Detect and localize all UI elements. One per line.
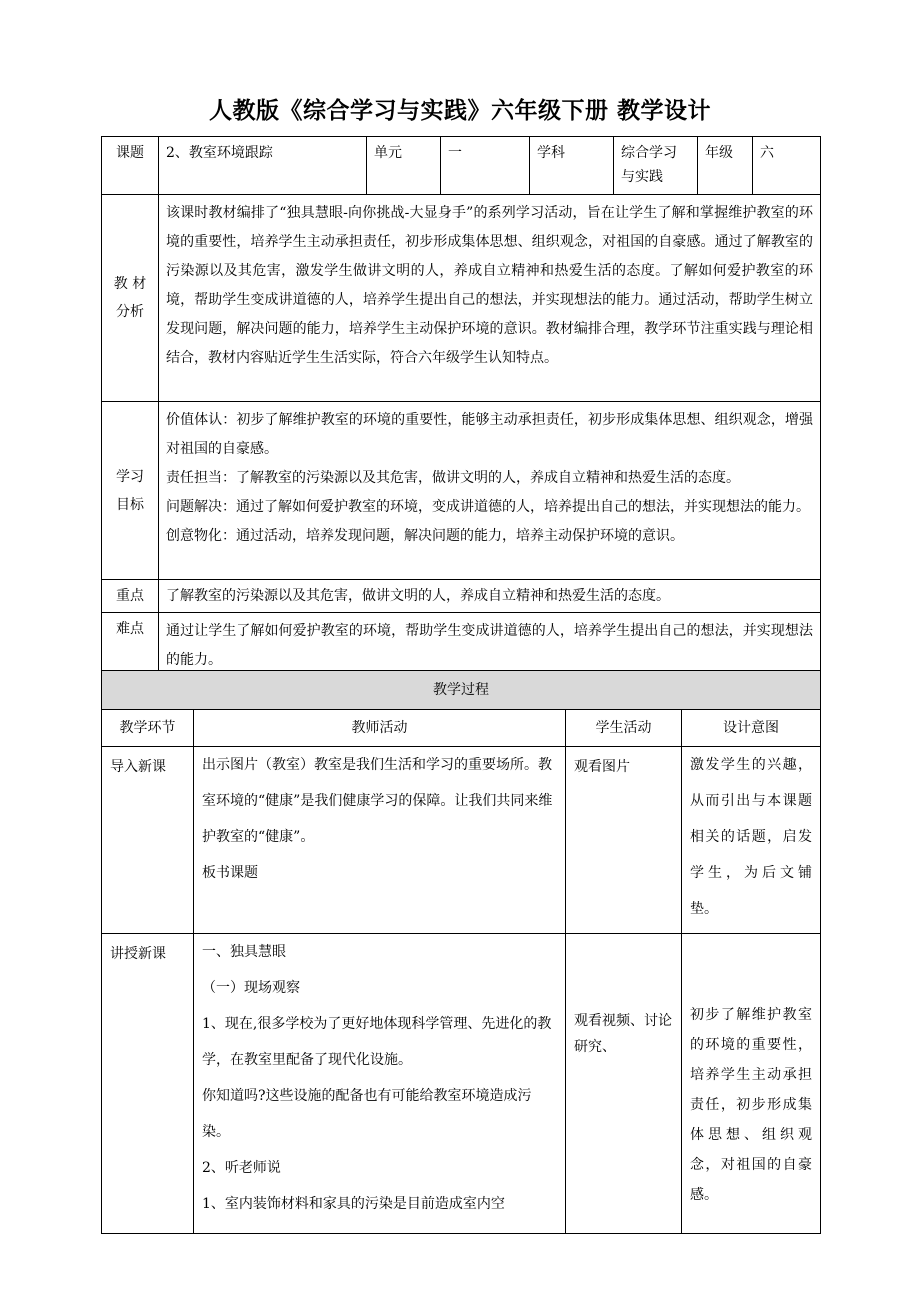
unit-value: 一 bbox=[441, 137, 530, 195]
lesson-label: 课题 bbox=[102, 137, 159, 195]
difficulty-text: 通过让学生了解如何爱护教室的环境，帮助学生变成讲道德的人，培养学生提出自己的想法，并实现想法的能力。 bbox=[159, 613, 821, 680]
key-point-label: 重点 bbox=[102, 580, 159, 613]
subject-label: 学科 bbox=[530, 137, 614, 195]
unit-label: 单元 bbox=[367, 137, 441, 195]
grade-label: 年级 bbox=[698, 137, 753, 195]
teacher-activity-text: 板书课题 bbox=[202, 865, 258, 881]
objective-responsibility: 责任担当：了解教室的污染源以及其危害，做讲文明的人，养成自立精神和热爱生活的态度。 bbox=[166, 470, 740, 486]
teacher-activity-text: 你知道吗?这些设施的配备也有可能给教室环境造成污染。 bbox=[202, 1088, 532, 1140]
column-header-stage: 教学环节 bbox=[102, 710, 194, 747]
teaching-process-table bbox=[101, 670, 821, 1234]
stage-cell: 讲授新课 bbox=[102, 934, 194, 1234]
teacher-activity-cell bbox=[194, 747, 566, 934]
analysis-text: 该课时教材编排了“独具慧眼-向你挑战-大显身手”的系列学习活动，旨在让学生了解和掌握维护教室的环境的重要性，培养学生主动承担责任，初步形成集体思想、组织观念，对祖国的自豪感。通过了解教室的污染源以及其危害，激发学生做讲文明的人，养成自立精神和热爱生活的态度。了解如何爱护教室的环境，帮助学生变成讲道德的人，培养学生提出自己的想法，并实现想法的能力。通过活动，帮助学生树立发现问题，解决问题的能力，培养学生主动保护环境的意识。教材编排合理，教学环节注重实践与理论相结合，教材内容贴近学生生活实际，符合六年级学生认知特点。 bbox=[159, 195, 821, 402]
table-row bbox=[102, 747, 821, 934]
objective-value: 价值体认：初步了解维护教室的环境的重要性，能够主动承担责任，初步形成集体思想、组织观念，增强对祖国的自豪感。 bbox=[166, 412, 813, 457]
teacher-activity-text: 1、现在,很多学校为了更好地体现科学管理、先进化的教学，在教室里配备了现代化设施。 bbox=[202, 1016, 552, 1068]
grade-value: 六 bbox=[753, 137, 821, 195]
objectives-label: 学习 目标 bbox=[102, 402, 159, 580]
stage-cell: 导入新课 bbox=[102, 747, 194, 934]
teacher-activity-text: 1、室内装饰材料和家具的污染是目前造成室内空 bbox=[202, 1196, 505, 1212]
objectives-list bbox=[159, 402, 821, 580]
column-header-intent: 设计意图 bbox=[682, 710, 821, 747]
column-header-student: 学生活动 bbox=[566, 710, 682, 747]
difficulty-label: 难点 bbox=[102, 613, 159, 680]
teacher-activity-cell bbox=[194, 934, 566, 1234]
document-title: 人教版《综合学习与实践》六年级下册 教学设计 bbox=[208, 98, 711, 124]
teacher-activity-text: 一、独具慧眼 bbox=[202, 944, 286, 960]
process-header: 教学过程 bbox=[102, 671, 821, 710]
lesson-value: 2、教室环境跟踪 bbox=[159, 137, 367, 195]
key-point-text: 了解教室的污染源以及其危害，做讲文明的人，养成自立精神和热爱生活的态度。 bbox=[159, 580, 821, 613]
student-activity-cell: 观看视频、讨论研究、 bbox=[566, 934, 682, 1234]
table-row bbox=[102, 934, 821, 1234]
design-intent-cell: 激发学生的兴趣，从而引出与本课题相关的话题，启发学生，为后文铺垫。 bbox=[682, 747, 821, 934]
analysis-label: 教 材 分析 bbox=[102, 195, 159, 402]
student-activity-cell: 观看图片 bbox=[566, 747, 682, 934]
lesson-info-table bbox=[101, 136, 821, 680]
subject-value: 综合学习与实践 bbox=[614, 137, 698, 195]
teacher-activity-text: 2、听老师说 bbox=[202, 1160, 281, 1176]
objective-creativity: 创意物化：通过活动，培养发现问题，解决问题的能力，培养主动保护环境的意识。 bbox=[166, 528, 684, 544]
teacher-activity-text: （一）现场观察 bbox=[202, 980, 300, 996]
teacher-activity-text: 出示图片（教室）教室是我们生活和学习的重要场所。教室环境的“健康”是我们健康学习的保障。让我们共同来维护教室的“健康”。 bbox=[202, 757, 553, 845]
column-header-teacher: 教师活动 bbox=[194, 710, 566, 747]
objective-problem-solving: 问题解决：通过了解如何爱护教室的环境，变成讲道德的人，培养提出自己的想法，并实现想法的能力。 bbox=[166, 499, 810, 515]
design-intent-cell: 初步了解维护教室的环境的重要性，培养学生主动承担责任，初步形成集体思想、组织观念，对祖国的自豪感。 bbox=[682, 934, 821, 1234]
